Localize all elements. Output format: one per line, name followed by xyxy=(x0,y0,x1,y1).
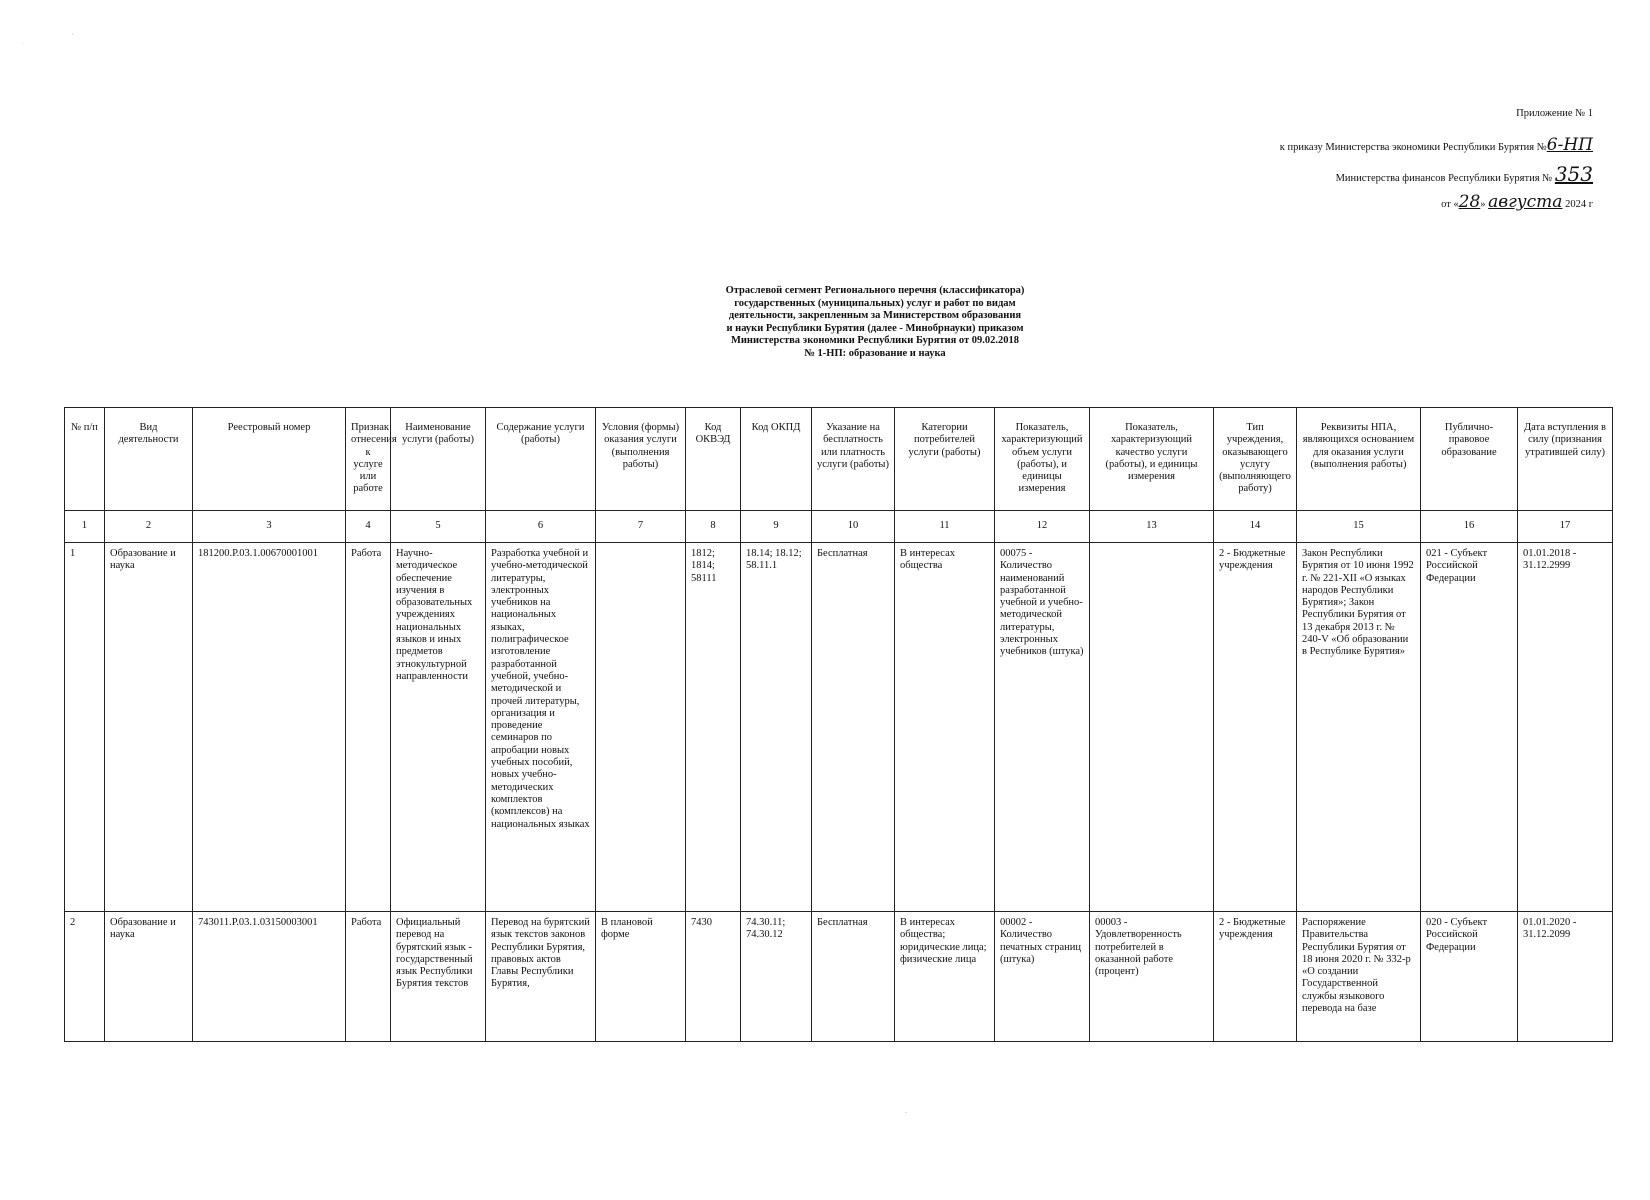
column-number: 11 xyxy=(895,511,995,543)
order-date: от «28» августа 2024 г xyxy=(1441,192,1593,212)
service-content-cell: Разработка учебной и учебно-методической литературы, электронных учебников на национальных языках, полиграфическое изготовление разработанной учебной, учебно-методической и прочей литературы, организация и проведение семинаров по апробации новых учебных пособий, новых учебно-методических комплектов (комплексов) на национальных языках xyxy=(486,543,596,912)
legal-acts-cell: Распоряжение Правительства Республики Бурятия от 18 июня 2020 г. № 332-р «О создании Государственной службы языкового перевода на базе xyxy=(1297,912,1421,1042)
service-name-cell: Научно-методическое обеспечение изучения в образовательных учреждениях национальных языков и иных предметов этнокультурной направленности xyxy=(391,543,486,912)
volume-indicator-cell: 00002 - Количество печатных страниц (штука) xyxy=(995,912,1090,1042)
col-header-effective-date: Дата вступления в силу (признания утратившей силу) xyxy=(1518,408,1613,511)
effective-date-cell: 01.01.2020 - 31.12.2099 xyxy=(1518,912,1613,1042)
registry-number-cell: 181200.Р.03.1.00670001001 xyxy=(193,543,346,912)
row-number: 1 xyxy=(65,543,105,912)
col-header-quality-indicator: Показатель, характеризующий качество услуги (работы), и единицы измерения xyxy=(1090,408,1214,511)
column-number: 17 xyxy=(1518,511,1613,543)
table-row xyxy=(65,543,1613,912)
handwritten-day: 28 xyxy=(1458,192,1481,212)
col-header-public-entity: Публично-правовое образование xyxy=(1421,408,1518,511)
okpd-cell: 18.14; 18.12; 58.11.1 xyxy=(741,543,812,912)
handwritten-order-number: 6-НП xyxy=(1546,135,1593,155)
col-header-type: Признак отнесения к услуге или работе xyxy=(346,408,391,511)
consumers-cell: В интересах общества xyxy=(895,543,995,912)
consumers-cell: В интересах общества; юридические лица; физические лица xyxy=(895,912,995,1042)
payment-cell: Бесплатная xyxy=(812,912,895,1042)
col-header-service-name: Наименование услуги (работы) xyxy=(391,408,486,511)
col-header-legal-acts: Реквизиты НПА, являющихся основанием для оказания услуги (выполнения работы) xyxy=(1297,408,1421,511)
column-number: 16 xyxy=(1421,511,1518,543)
services-registry-table xyxy=(64,407,1613,1042)
handwritten-finance-number: 353 xyxy=(1554,162,1593,186)
column-number: 1 xyxy=(65,511,105,543)
col-header-service-content: Содержание услуги (работы) xyxy=(486,408,596,511)
effective-date-cell: 01.01.2018 - 31.12.2999 xyxy=(1518,543,1613,912)
column-number: 10 xyxy=(812,511,895,543)
col-header-okpd: Код ОКПД xyxy=(741,408,812,511)
type-cell: Работа xyxy=(346,912,391,1042)
column-number: 7 xyxy=(596,511,686,543)
column-numbers-row xyxy=(65,511,1613,543)
row-number: 2 xyxy=(65,912,105,1042)
col-header-number: № п/п xyxy=(65,408,105,511)
okpd-cell: 74.30.11; 74.30.12 xyxy=(741,912,812,1042)
legal-acts-cell: Закон Республики Бурятия от 10 июня 1992 г. № 221-XII «О языках народов Республики Бурятия»; Закон Республики Бурятия от 13 декабря 2013 г. № 240-V «Об образовании в Республике Бурятия» xyxy=(1297,543,1421,912)
service-name-cell: Официальный перевод на бурятский язык - государственный язык Республики Бурятия текстов xyxy=(391,912,486,1042)
col-header-registry-number: Реестровый номер xyxy=(193,408,346,511)
column-number: 14 xyxy=(1214,511,1297,543)
table-row xyxy=(65,912,1613,1042)
document-title: Отраслевой сегмент Регионального перечня (классификатора) государственных (муниципальных) услуг и работ по видам деятельности, закрепленным за Министерством образования и науки Республики Бурятия (далее - Минобрнауки) приказом Министерства экономики Республики Бурятия от 09.02.2018 № 1-НП: образование и наука xyxy=(725,285,1025,359)
type-cell: Работа xyxy=(346,543,391,912)
col-header-activity: Вид деятельности xyxy=(105,408,193,511)
okved-cell: 7430 xyxy=(686,912,741,1042)
institution-type-cell: 2 - Бюджетные учреждения xyxy=(1214,543,1297,912)
column-number: 9 xyxy=(741,511,812,543)
scan-speck: . xyxy=(22,38,24,46)
col-header-consumers: Категории потребителей услуги (работы) xyxy=(895,408,995,511)
institution-type-cell: 2 - Бюджетные учреждения xyxy=(1214,912,1297,1042)
col-header-institution-type: Тип учреждения, оказывающего услугу (выполняющего работу) xyxy=(1214,408,1297,511)
column-number: 5 xyxy=(391,511,486,543)
activity-cell: Образование и наука xyxy=(105,543,193,912)
payment-cell: Бесплатная xyxy=(812,543,895,912)
column-number: 3 xyxy=(193,511,346,543)
col-header-volume-indicator: Показатель, характеризующий объем услуги (работы), и единицы измерения xyxy=(995,408,1090,511)
public-entity-cell: 021 - Субъект Российской Федерации xyxy=(1421,543,1518,912)
public-entity-cell: 020 - Субъект Российской Федерации xyxy=(1421,912,1518,1042)
scan-speck: - xyxy=(905,1108,908,1116)
handwritten-month: августа xyxy=(1488,192,1563,212)
registry-number-cell: 743011.Р.03.1.03150003001 xyxy=(193,912,346,1042)
column-number: 15 xyxy=(1297,511,1421,543)
table-header-row xyxy=(65,408,1613,511)
column-number: 12 xyxy=(995,511,1090,543)
appendix-number: Приложение № 1 xyxy=(1516,108,1593,119)
conditions-cell: В плановой форме xyxy=(596,912,686,1042)
col-header-conditions: Условия (формы) оказания услуги (выполнения работы) xyxy=(596,408,686,511)
col-header-payment: Указание на бесплатность или платность услуги (работы) xyxy=(812,408,895,511)
volume-indicator-cell: 00075 - Количество наименований разработанной учебной и учебно-методической литературы, электронных учебников (штука) xyxy=(995,543,1090,912)
scan-speck: ' xyxy=(72,32,74,40)
order-ministry-economy: к приказу Министерства экономики Республики Бурятия №6-НП xyxy=(1279,135,1593,155)
order-ministry-finance: Министерства финансов Республики Бурятия № 353 xyxy=(1335,162,1593,186)
column-number: 13 xyxy=(1090,511,1214,543)
column-number: 8 xyxy=(686,511,741,543)
col-header-okved: Код ОКВЭД xyxy=(686,408,741,511)
quality-indicator-cell: 00003 - Удовлетворенность потребителей в оказанной работе (процент) xyxy=(1090,912,1214,1042)
service-content-cell: Перевод на бурятский язык текстов законов Республики Бурятия, правовых актов Главы Республики Бурятия, xyxy=(486,912,596,1042)
quality-indicator-cell xyxy=(1090,543,1214,912)
column-number: 4 xyxy=(346,511,391,543)
column-number: 2 xyxy=(105,511,193,543)
column-number: 6 xyxy=(486,511,596,543)
activity-cell: Образование и наука xyxy=(105,912,193,1042)
conditions-cell xyxy=(596,543,686,912)
okved-cell: 1812; 1814; 58111 xyxy=(686,543,741,912)
